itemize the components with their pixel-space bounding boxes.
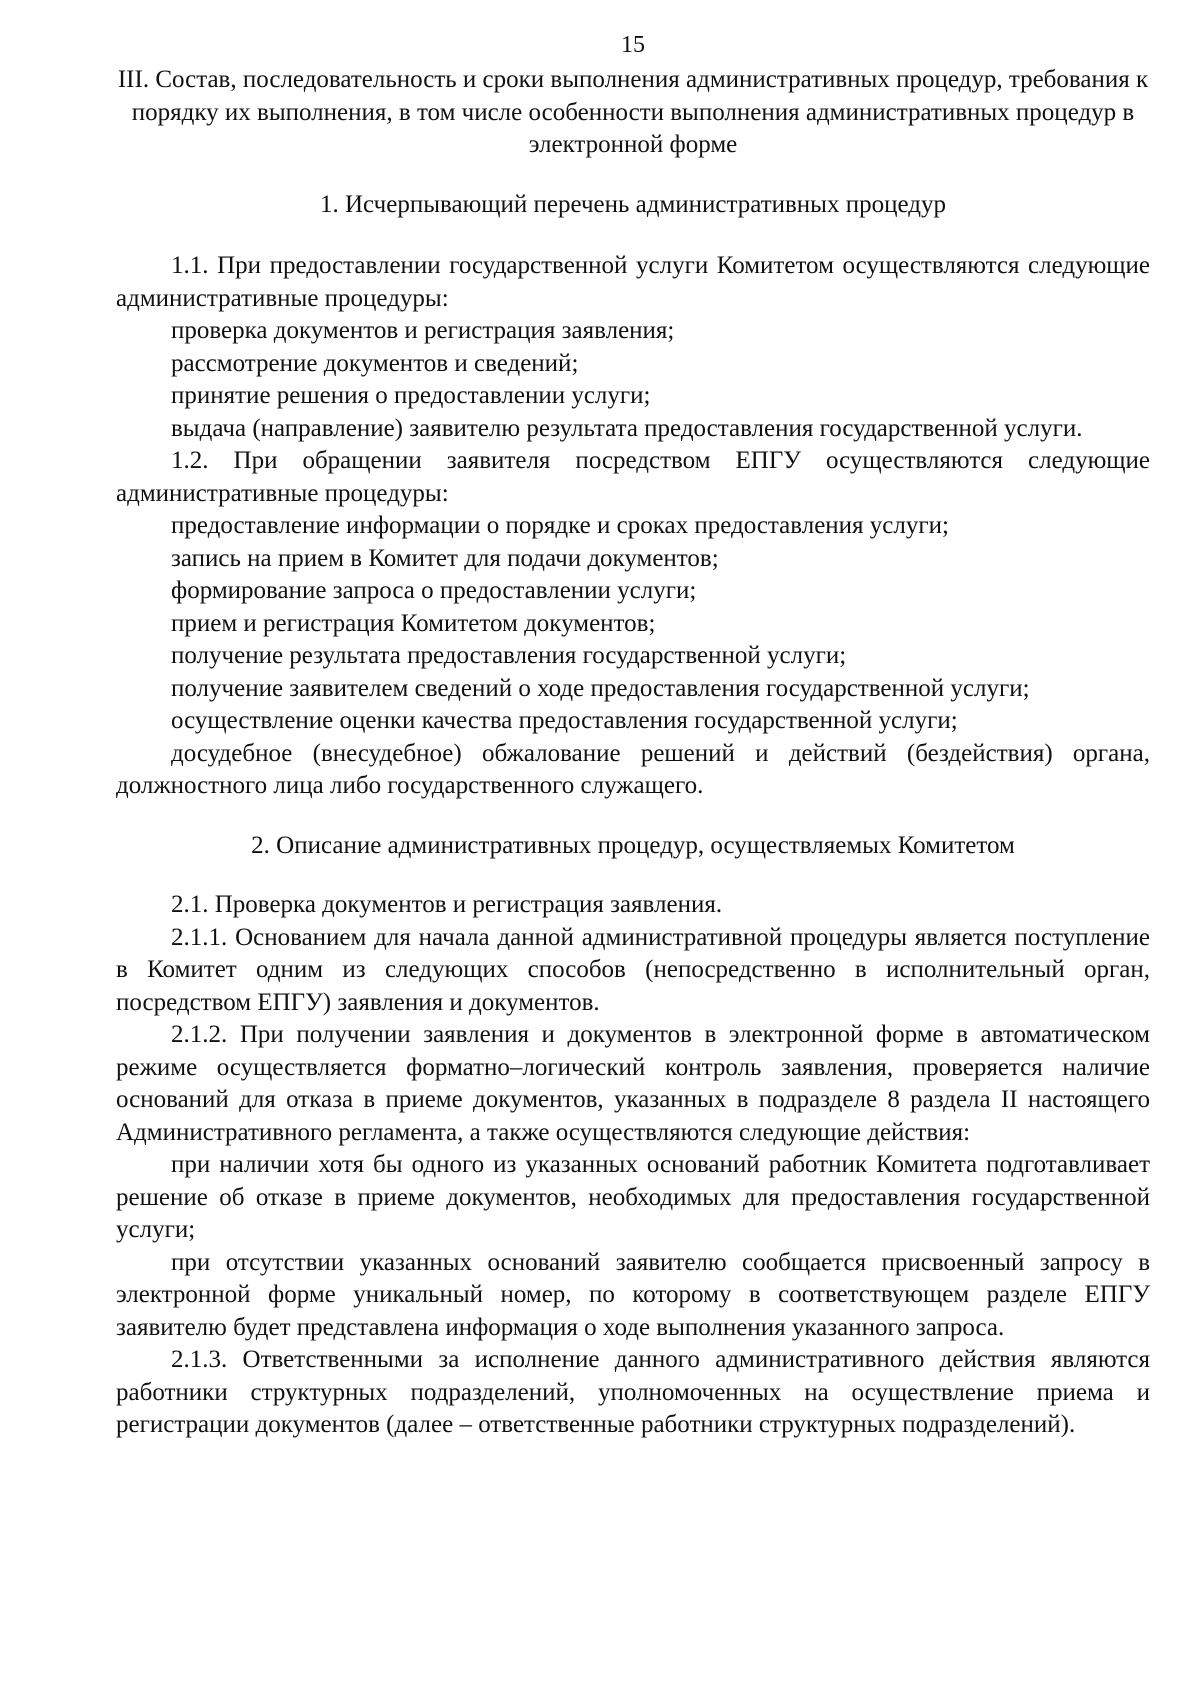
list-item-procedure: проверка документов и регистрация заявления; — [171, 317, 675, 344]
subsection-1-heading: 1. Исчерпывающий перечень административных процедур — [320, 190, 946, 218]
paragraph-2-1-1: 2.1.1. Основанием для начала данной административной процедуры является поступление в Комитет одним из следующих способов (непосредственно в исполнительный орган, посредством ЕПГУ) заявления и документов. — [116, 923, 1150, 1016]
page-number: 15 — [621, 32, 645, 58]
list-item-procedure: прием и регистрация Комитетом документов; — [171, 609, 656, 637]
list-item-procedure: рассмотрение документов и сведений; — [171, 349, 579, 377]
list-item-procedure: досудебное (внесудебное) обжалование решений и действий (бездействия) органа, должностного лица либо государственного служащего. — [116, 739, 1150, 799]
paragraph-2-1-3: 2.1.3. Ответственными за исполнение данного административного действия являются работники структурных подразделений, уполномоченных на осуществление приема и регистрации документов (далее – ответственные работники структурных подразделений). — [116, 1346, 1150, 1438]
subsection-2-heading: 2. Описание административных процедур, осуществляемых Комитетом — [251, 831, 1015, 859]
paragraph-1-2: 1.2. При обращении заявителя посредством ЕПГУ осуществляются следующие административные процедуры: — [116, 447, 1150, 507]
paragraph-1-1: 1.1. При предоставлении государственной услуги Комитетом осуществляются следующие административные процедуры: — [116, 252, 1150, 312]
list-item-procedure: запись на прием в Комитет для подачи документов; — [171, 544, 719, 572]
list-item-procedure: предоставление информации о порядке и сроках предоставления услуги; — [171, 512, 949, 539]
list-item-procedure: получение заявителем сведений о ходе предоставления государственной услуги; — [171, 674, 1030, 702]
list-item-procedure: принятие решения о предоставлении услуги; — [171, 382, 651, 409]
paragraph-2-1-2: 2.1.2. При получении заявления и документов в электронной форме в автоматическом режиме осуществляется форматно–логический контроль заявления, проверяется наличие оснований для отказа в приеме документов, указанных в подразделе 8 раздела II настоящего Административного регламента, а также осуществляются следующие действия: — [116, 1021, 1150, 1146]
list-item-procedure: осуществление оценки качества предоставления государственной услуги; — [171, 707, 958, 734]
list-item-procedure: получение результата предоставления государственной услуги; — [171, 642, 847, 669]
list-item-procedure: формирование запроса о предоставлении услуги; — [171, 577, 697, 604]
list-item-procedure: выдача (направление) заявителю результата предоставления государственной услуги. — [171, 414, 1083, 442]
document-page — [116, 30, 1150, 1442]
section-3-heading: III. Состав, последовательность и сроки выполнения административных процедур, требования к порядку их выполнения, в том числе особенности выполнения административных процедур в электронной форме — [117, 66, 1149, 158]
paragraph-refusal-case: при наличии хотя бы одного из указанных оснований работник Комитета подготавливает решение об отказе в приеме документов, необходимых для предоставления государственной услуги; — [116, 1151, 1150, 1243]
paragraph-no-refusal-case: при отсутствии указанных оснований заявителю сообщается присвоенный запросу в электронной форме уникальный номер, по которому в соответствующем разделе ЕПГУ заявителю будет представлена информация о ходе выполнения указанного запроса. — [116, 1248, 1150, 1341]
paragraph-2-1: 2.1. Проверка документов и регистрация заявления. — [171, 891, 723, 918]
